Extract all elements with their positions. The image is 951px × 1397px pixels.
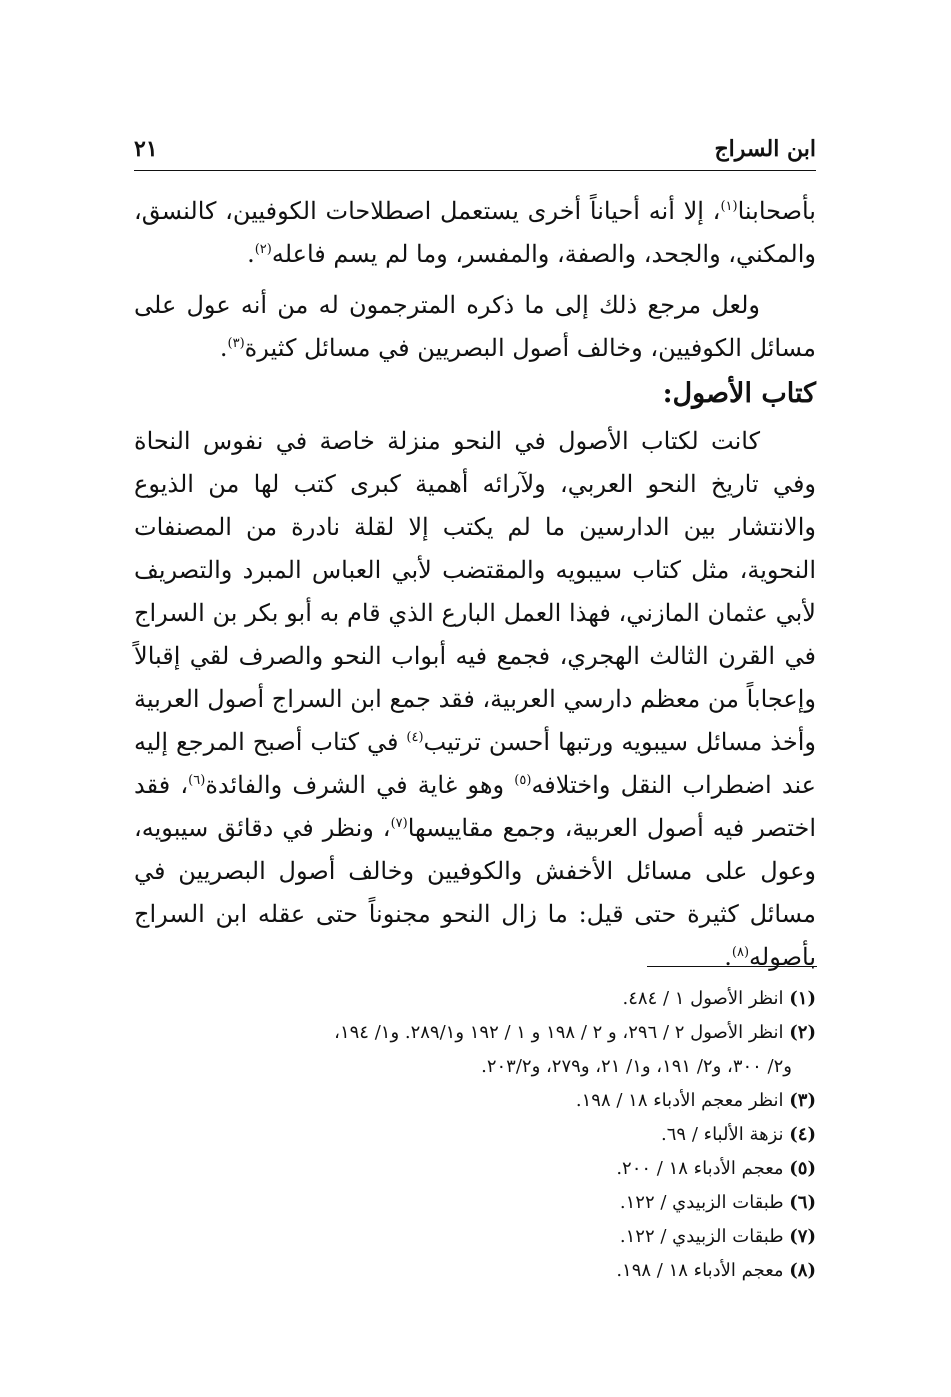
paragraph-3 [134,420,816,979]
footnote-number: (٨) [789,1260,816,1281]
text-run: في كتاب أصبح المرجع إليه عند اضطراب النقل واختلافه [134,728,817,799]
footnote-ref-4: (٤) [406,730,424,745]
footnote-text: انظر الأصول ٢ / ٢٩٦، و ٢ / ١٩٨ و ١ / ١٩٢ و٢٨٩/١. و١/ ١٩٤، [334,1022,790,1043]
footnote-text: نزهة الألباء / ٦٩. [661,1124,790,1145]
footnote-5 [134,1152,816,1186]
footnote-ref-1: (١) [720,199,738,214]
section-heading: كتاب الأصول: [662,378,816,409]
text-run: ولعل مرجع ذلك إلى ما ذكره المترجمون له من أنه عول على مسائل الكوفيين، وخالف أصول البصريين في مسائل كثيرة [134,291,816,362]
text-run: بأصحابنا [737,197,816,225]
footnote-4 [134,1118,816,1152]
footnote-number: (٢) [789,1022,816,1043]
paragraph-1 [134,190,816,276]
text-run: ، ونظر في دقائق سيبويه، وعول على مسائل الأخفش والكوفيين وخالف أصول البصريين في مسائل كثيرة حتى قيل: ما زال النحو مجنوناً حتى عقله ابن السراج بأصوله [134,814,817,971]
footnote-1 [134,982,816,1016]
footnote-text: طبقات الزبيدي / ١٢٢. [619,1192,790,1213]
paragraph-2 [134,284,816,370]
footnote-ref-7: (٧) [390,816,408,831]
footnote-text: انظر الأصول ١ / ٤٨٤. [622,988,790,1009]
text-run: . [724,943,732,971]
footnote-ref-3: (٣) [227,336,245,351]
footnote-2 [134,1016,816,1084]
footnote-number: (٥) [789,1158,816,1179]
footnote-ref-5: (٥) [514,773,532,788]
footnote-number: (٧) [789,1226,816,1247]
text-run: ، فقد اختصر فيه أصول العربية، وجمع مقاييسها [134,771,816,842]
footnote-number: (١) [789,988,816,1009]
footnote-ref-2: (٢) [254,242,272,257]
text-run: . [247,240,255,268]
footnote-3 [134,1084,816,1118]
footnote-continuation: و٢/ ٣٠٠، و٢/ ١٩١، و١/ ٢١، و٢٧٩، و٢٠٣/٢. [481,1056,792,1077]
footnote-7 [134,1220,816,1254]
footnote-text: انظر معجم الأدباء ١٨ / ١٩٨. [575,1090,790,1111]
footnote-divider [647,966,817,967]
footnote-number: (٤) [789,1124,816,1145]
text-run: . [219,334,228,362]
main-text [134,190,816,979]
text-run: وهو غاية في الشرف والفائدة [205,771,515,799]
footnote-text: معجم الأدباء ١٨ / ١٩٨. [616,1260,790,1281]
footnote-ref-8: (٨) [731,945,750,960]
text-run: كانت لكتاب الأصول في النحو منزلة خاصة في نفوس النحاة وفي تاريخ النحو العربي، ولآرائه أهمية كبرى كتب لها من الذيوع والانتشار بين الدارسين ما لم يكتب إلا لقلة نادرة من المصنفات النحوية، مثل كتاب سيبويه والمقتضب لأبي العباس المبرد والتصريف لأبي عثمان المازني، فهذا العمل البارع الذي قام به أبو بكر بن السراج في القرن الثالث الهجري، فجمع فيه أبواب النحو والصرف لقي إقبالاً وإعجاباً من معظم دارسي العربية، فقد جمع ابن السراج أصول العربية وأخذ مسائل سيبويه ورتبها أحسن ترتيب [134,427,816,756]
footnote-text: معجم الأدباء ١٨ / ٢٠٠. [616,1158,790,1179]
footnote-8 [134,1254,816,1288]
footnote-number: (٦) [789,1192,816,1213]
running-head: ابن السراج [714,136,816,162]
footnote-ref-6: (٦) [188,773,206,788]
page-header [134,136,816,171]
footnotes [134,982,816,1288]
text-run: ، إلا أنه أحياناً أخرى يستعمل اصطلاحات الكوفيين، كالنسق، والمكني، والجحد، والصفة، والمفسر، وما لم يسم فاعله [134,197,816,268]
page-number: ٢١ [134,136,158,162]
footnote-6 [134,1186,816,1220]
footnote-text: طبقات الزبيدي / ١٢٢. [619,1226,790,1247]
footnote-number: (٣) [789,1090,816,1111]
